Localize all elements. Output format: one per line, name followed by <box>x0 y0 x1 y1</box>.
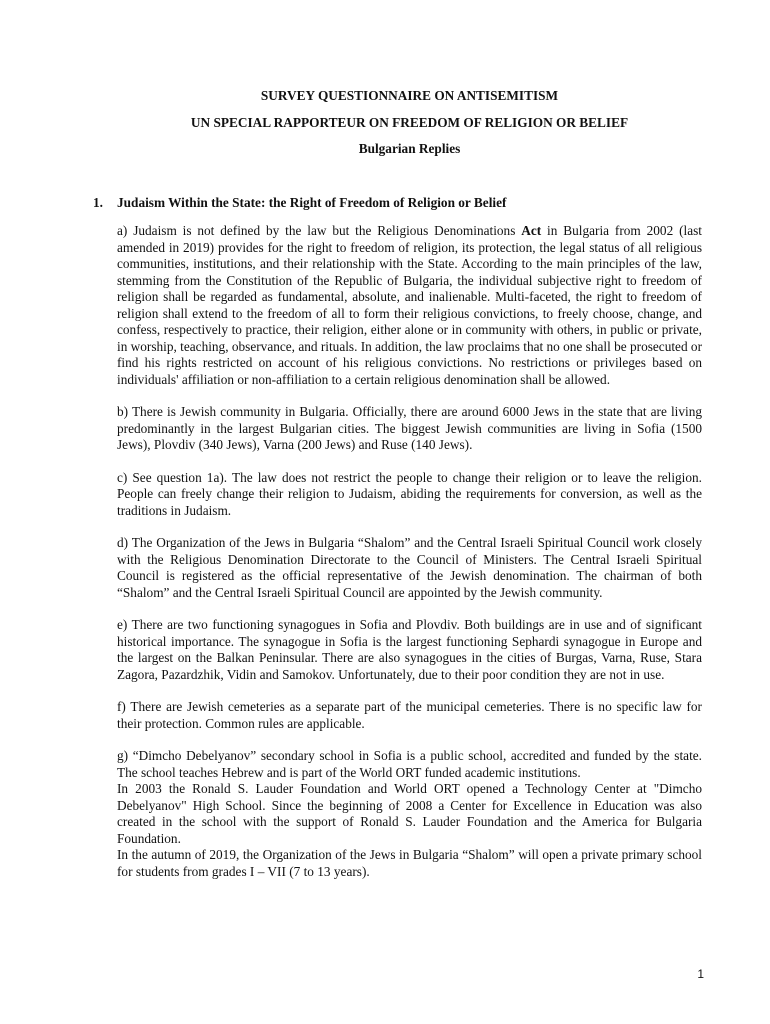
paragraph-b: b) There is Jewish community in Bulgaria. Officially, there are around 6000 Jews in the state that are living predominantly in the largest Bulgarian cities. The biggest Jewish communities are living in Sofia (1500 Jews), Plovdiv (340 Jews), Varna (200 Jews) and Ruse (140 Jews). <box>117 404 702 452</box>
page-number: 1 <box>697 967 704 981</box>
section-1-title: Judaism Within the State: the Right of Freedom of Religion or Belief <box>117 194 507 210</box>
paragraph-e: e) There are two functioning synagogues in Sofia and Plovdiv. Both buildings are in use and of significant historical importance. The synagogue in Sofia is the largest functioning Sephardi synagogue in Europe and the largest on the Balkan Peninsular. There are also synagogues in the cities of Burgas, Varna, Ruse, Stara Zagora, Pazardzhik, Vidin and Samokov. Unfortunately, due to their poor condition they are not in use. <box>117 617 702 682</box>
paragraph-g-lauder: In 2003 the Ronald S. Lauder Foundation and World ORT opened a Technology Center at "Dimcho Debelyanov" High School. Since the beginning of 2008 a Center for Excellence in Education was also created in the school with the support of Ronald S. Lauder Foundation and the America for Bulgaria Foundation. <box>117 781 702 846</box>
paragraph-d: d) The Organization of the Jews in Bulgaria “Shalom” and the Central Israeli Spiritual Council work closely with the Religious Denomination Directorate to the Council of Ministers. The Central Israeli Spiritual Council is registered as the official representative of the Jewish denomination. The chairman of both “Shalom” and the Central Israeli Spiritual Council are appointed by the Jewish community. <box>117 535 702 600</box>
paragraph-a-bold-word: Act <box>521 223 542 238</box>
paragraph-a-rest: in Bulgaria from 2002 (last amended in 2019) provides for the right to freedom of religion, its protection, the legal status of all religious communities, institutions, and their relationship with the State. According to the main principles of the law, stemming from the Constitution of the Republic of Bulgaria, the individual subjective right to freedom of religion shall be regarded as fundamental, absolute, and inalienable. Multi-faceted, the right to freedom of religion shall extend to the freedom of all to form their religious convictions, to freely choose, change, and confess, respectively to practice, their religion, either alone or in community with others, in public or private, in worship, teaching, observance, and rituals. In addition, the law proclaims that no one shall be prosecuted or find his rights restricted on account of his religious convictions. No restrictions or privileges based on individuals' affiliation or non-affiliation to a certain religious denomination shall be allowed. <box>117 223 702 387</box>
paragraph-a-start: a) Judaism is not defined by the law but the Religious Denominations <box>117 223 522 238</box>
paragraph-c: c) See question 1a). The law does not restrict the people to change their religion or to leave the religion. People can freely change their religion to Judaism, abiding the requirements for conversion, as well as the traditions in Judaism. <box>117 469 702 518</box>
paragraph-a <box>117 223 702 388</box>
document-title: SURVEY QUESTIONNAIRE ON ANTISEMITISM <box>260 88 559 103</box>
paragraph-g-primary-school: In the autumn of 2019, the Organization of the Jews in Bulgaria “Shalom” will open a private primary school for students from grades I – VII (7 to 13 years). <box>117 847 702 879</box>
paragraph-f: f) There are Jewish cemeteries as a separate part of the municipal cemeteries. There is no specific law for their protection. Common rules are applicable. <box>117 699 702 731</box>
section-1-heading <box>93 194 702 212</box>
document-replies-heading: Bulgarian Replies <box>358 141 461 156</box>
section-1-number: 1. <box>93 194 103 210</box>
document-subtitle: UN SPECIAL RAPPORTEUR ON FREEDOM OF RELIGION OR BELIEF <box>190 114 629 130</box>
paragraph-g: g) “Dimcho Debelyanov” secondary school in Sofia is a public school, accredited and funded by the state. The school teaches Hebrew and is part of the World ORT funded academic institutions. <box>117 748 702 780</box>
